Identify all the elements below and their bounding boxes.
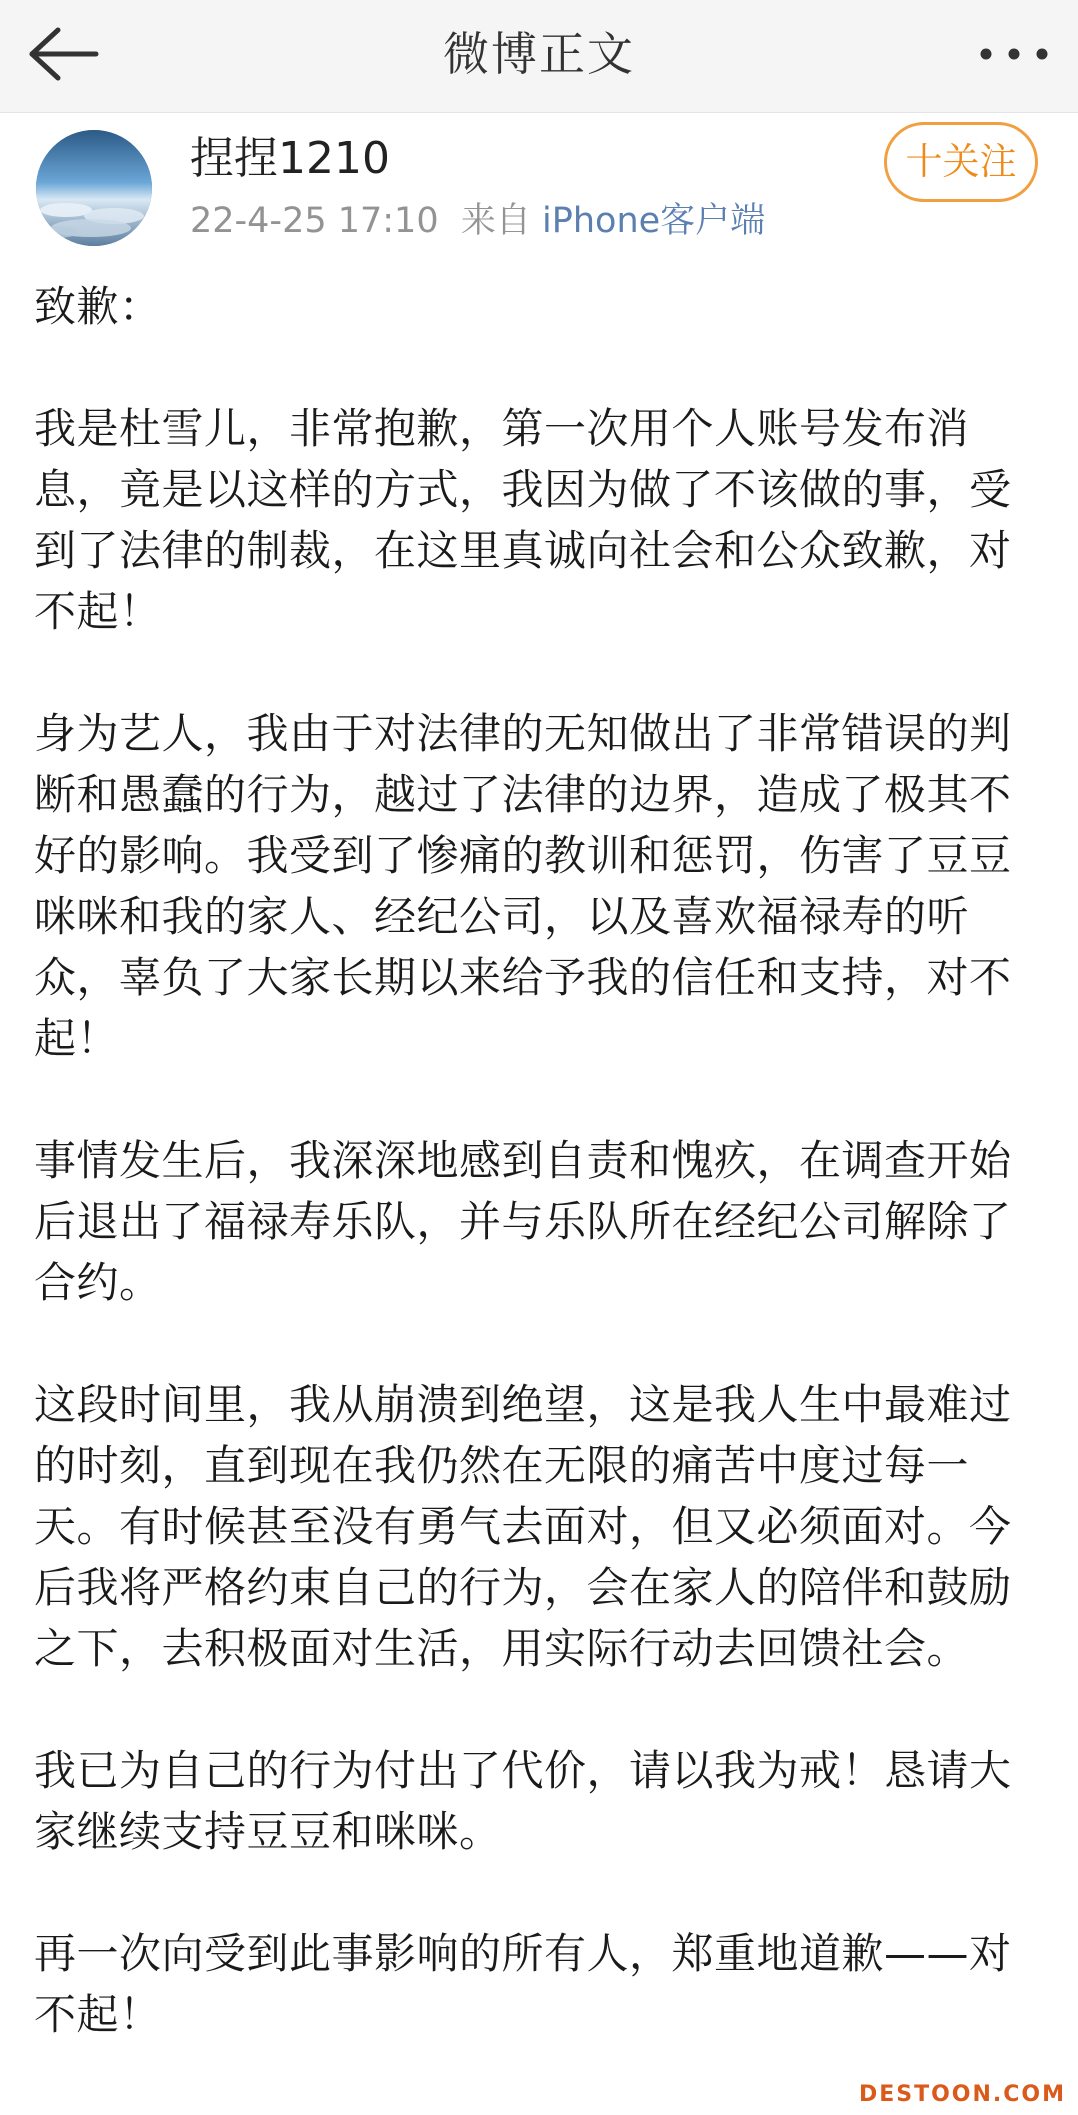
post-source[interactable]: iPhone客户端 bbox=[542, 201, 766, 241]
post-meta bbox=[190, 198, 765, 244]
watermark: DESTOON.COM bbox=[858, 2082, 1066, 2107]
post-paragraph: 这段时间里，我从崩溃到绝望，这是我人生中最难过的时刻，直到现在我仍然在无限的痛苦中度过每一天。有时候甚至没有勇气去面对，但又必须面对。今后我将严格约束自己的行为，会在家人的陪伴和鼓励之下，去积极面对生活，用实际行动去回馈社会。 bbox=[34, 1380, 1012, 1673]
post-time: 22-4-25 17:10 bbox=[190, 201, 439, 241]
post-paragraph: 再一次向受到此事影响的所有人，郑重地道歉——对不起！ bbox=[34, 1929, 1012, 2039]
author-name[interactable]: 捏捏1210 bbox=[190, 133, 390, 184]
post-paragraph: 事情发生后，我深深地感到自责和愧疚，在调查开始后退出了福禄寿乐队，并与乐队所在经纪公司解除了合约。 bbox=[34, 1136, 1012, 1307]
post-paragraph: 身为艺人，我由于对法律的无知做出了非常错误的判断和愚蠢的行为，越过了法律的边界，造成了极其不好的影响。我受到了惨痛的教训和惩罚，伤害了豆豆咪咪和我的家人、经纪公司，以及喜欢福禄寿的听众，辜负了大家长期以来给予我的信任和支持，对不起！ bbox=[34, 709, 1012, 1063]
source-prefix: 来自 bbox=[460, 201, 531, 241]
post-content bbox=[34, 276, 1044, 2045]
post-paragraph: 我已为自己的行为付出了代价，请以我为戒！恳请大家继续支持豆豆和咪咪。 bbox=[34, 1746, 1012, 1856]
avatar-sky-image bbox=[36, 130, 152, 246]
avatar[interactable] bbox=[36, 130, 152, 246]
follow-button[interactable]: 十关注 bbox=[884, 122, 1038, 202]
post-paragraph: 我是杜雪儿，非常抱歉，第一次用个人账号发布消息，竟是以这样的方式，我因为做了不该做的事，受到了法律的制裁，在这里真诚向社会和公众致歉，对不起！ bbox=[34, 404, 1012, 636]
more-dots-icon bbox=[972, 30, 1056, 78]
page-title: 微博正文 bbox=[443, 27, 635, 81]
post-heading: 致歉： bbox=[34, 282, 162, 331]
more-options-button[interactable] bbox=[972, 30, 1056, 78]
top-navigation-bar bbox=[0, 0, 1078, 113]
